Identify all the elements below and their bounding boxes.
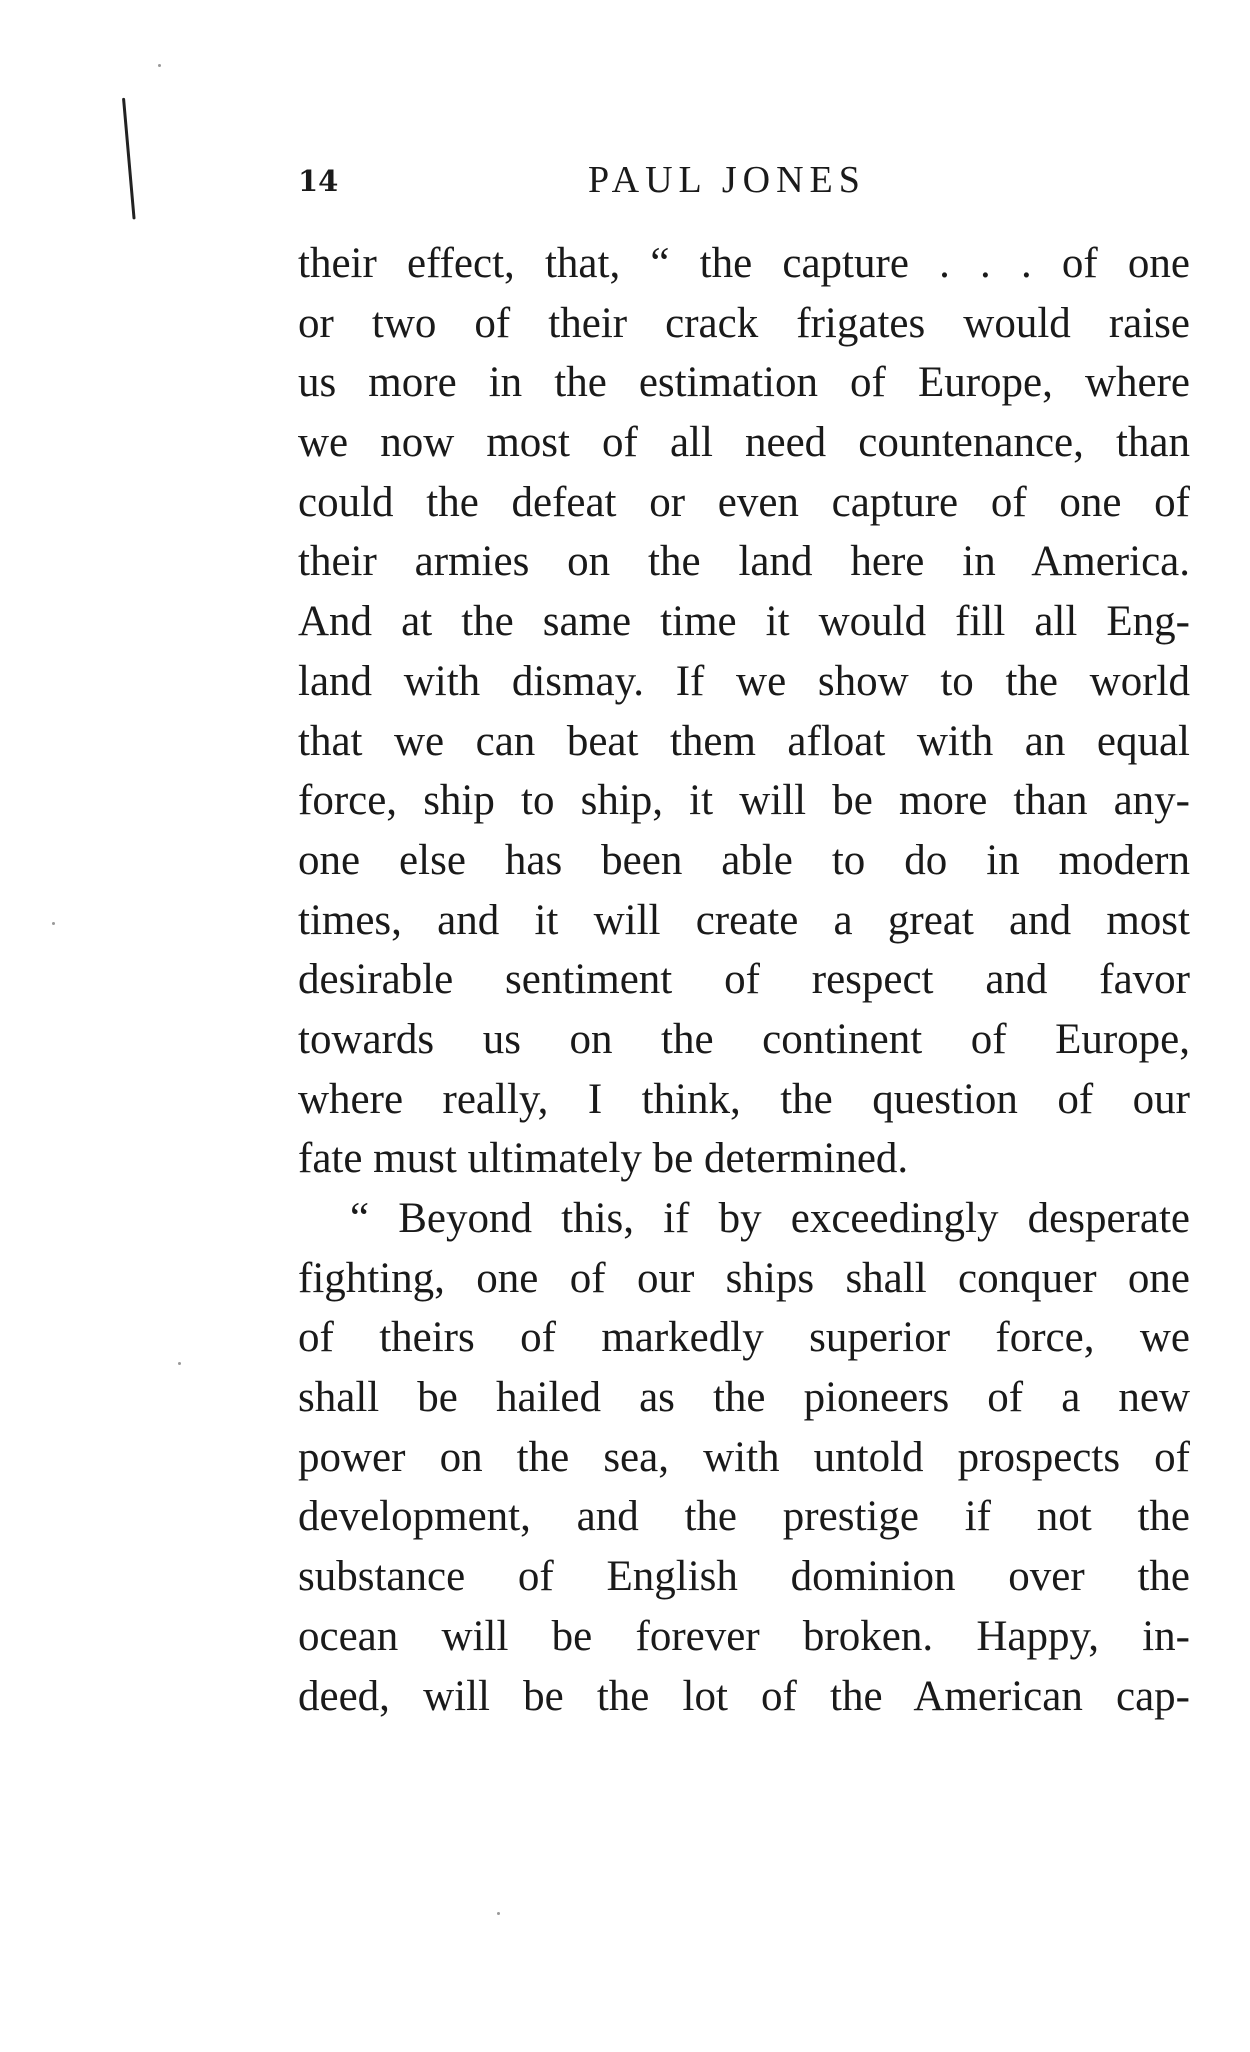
text-line: where really, I think, the question of our xyxy=(298,1075,1190,1123)
text-line: times, and it will create a great and most xyxy=(298,896,1190,944)
text-line: ocean will be forever broken. Happy, in- xyxy=(298,1612,1190,1660)
text-line: we now most of all need countenance, than xyxy=(298,419,1190,467)
body-text xyxy=(298,234,1190,1726)
text-line: their armies on the land here in America. xyxy=(298,538,1190,586)
text-line: deed, will be the lot of the American cap- xyxy=(298,1672,1190,1720)
text-line: shall be hailed as the pioneers of a new xyxy=(298,1374,1190,1422)
text-line: of theirs of markedly superior force, we xyxy=(298,1314,1190,1362)
paper-speck xyxy=(497,1912,500,1915)
running-head: PAUL JONES xyxy=(588,159,866,201)
text-line: their effect, that, “ the capture . . . of one xyxy=(298,240,1190,287)
page-number: 14 xyxy=(298,164,339,198)
text-line: that we can beat them afloat with an equal xyxy=(298,717,1190,765)
text-line: force, ship to ship, it will be more than any- xyxy=(298,777,1190,825)
margin-pencil-mark xyxy=(122,98,136,220)
text-line: “ Beyond this, if by exceedingly desperate xyxy=(350,1195,1190,1242)
text-line: substance of English dominion over the xyxy=(298,1553,1190,1601)
page-header xyxy=(298,158,1188,208)
paper-speck xyxy=(158,64,161,67)
text-line: one else has been able to do in modern xyxy=(298,836,1190,884)
text-line: towards us on the continent of Europe, xyxy=(298,1015,1190,1063)
text-line: or two of their crack frigates would raise xyxy=(298,299,1190,347)
text-line: desirable sentiment of respect and favor xyxy=(298,956,1190,1004)
text-line: power on the sea, with untold prospects of xyxy=(298,1433,1190,1481)
paper-speck xyxy=(52,922,55,925)
paper-speck xyxy=(178,1362,181,1365)
text-line: development, and the prestige if not the xyxy=(298,1493,1190,1541)
text-line: us more in the estimation of Europe, where xyxy=(298,359,1190,407)
text-line: fighting, one of our ships shall conquer one xyxy=(298,1254,1190,1302)
text-line: could the defeat or even capture of one of xyxy=(298,478,1190,526)
text-line: land with dismay. If we show to the world xyxy=(298,657,1190,705)
text-line: And at the same time it would fill all Eng- xyxy=(298,598,1190,646)
text-line: fate must ultimately be determined. xyxy=(298,1135,909,1183)
